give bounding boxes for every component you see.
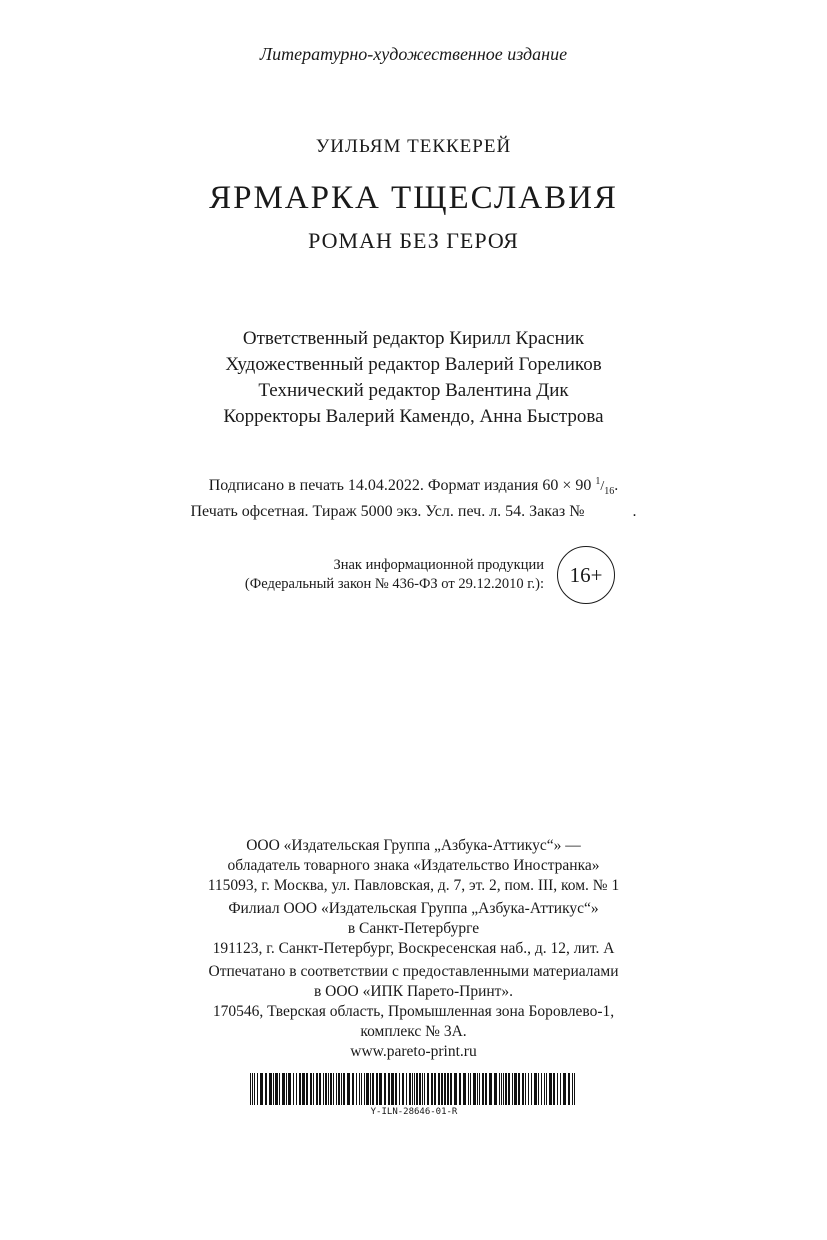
barcode-bar bbox=[522, 1073, 524, 1105]
print-circulation-text: Печать офсетная. Тираж 5000 экз. Усл. печ. л. 54. Заказ № bbox=[190, 503, 585, 520]
age-rating-label bbox=[214, 556, 544, 594]
barcode-bar bbox=[422, 1073, 423, 1105]
printer-website: www.pareto-print.ru bbox=[350, 1043, 477, 1060]
print-format-text: Подписано в печать 14.04.2022. Формат издания 60 × 90 bbox=[208, 477, 592, 494]
barcode-bar bbox=[563, 1073, 566, 1105]
credit-line-proofreaders: Корректоры Валерий Камендо, Анна Быстрова bbox=[223, 406, 604, 427]
barcode-bar bbox=[485, 1073, 487, 1105]
barcode-bar bbox=[296, 1073, 297, 1105]
barcode-bar bbox=[512, 1073, 513, 1105]
barcode-bar bbox=[572, 1073, 573, 1105]
print-line1-end: . bbox=[614, 477, 619, 494]
barcode-bar bbox=[302, 1073, 305, 1105]
barcode-bar bbox=[364, 1073, 365, 1105]
publisher-info bbox=[0, 836, 827, 896]
credit-line-technical-editor: Технический редактор Валентина Дик bbox=[258, 380, 569, 401]
barcode-bar bbox=[269, 1073, 272, 1105]
barcode-bar bbox=[447, 1073, 449, 1105]
barcode-bar bbox=[310, 1073, 312, 1105]
barcode-bar bbox=[468, 1073, 469, 1105]
barcode-bar bbox=[499, 1073, 500, 1105]
barcode-bar bbox=[319, 1073, 321, 1105]
barcode-bar bbox=[441, 1073, 443, 1105]
barcode-bar bbox=[534, 1073, 537, 1105]
barcode-bar bbox=[501, 1073, 502, 1105]
barcode-bar bbox=[508, 1073, 510, 1105]
barcode-bar bbox=[328, 1073, 329, 1105]
imprint-line: комплекс № 3А. bbox=[360, 1023, 467, 1040]
barcode bbox=[250, 1073, 578, 1105]
barcode-bar bbox=[546, 1073, 547, 1105]
barcode-bar bbox=[356, 1073, 357, 1105]
imprint-line: 115093, г. Москва, ул. Павловская, д. 7, эт. 2, пом. III, ком. № 1 bbox=[207, 877, 620, 894]
barcode-bar bbox=[482, 1073, 484, 1105]
barcode-bar bbox=[379, 1073, 382, 1105]
barcode-bar bbox=[347, 1073, 350, 1105]
barcode-bar bbox=[538, 1073, 539, 1105]
barcode-bar bbox=[333, 1073, 334, 1105]
barcode-bar bbox=[568, 1073, 570, 1105]
imprint-line: Отпечатано в соответствии с предоставленными материалами bbox=[208, 963, 619, 980]
barcode-bar bbox=[459, 1073, 461, 1105]
credit-line-art-editor: Художественный редактор Валерий Гореликов bbox=[225, 354, 602, 375]
barcode-bar bbox=[424, 1073, 425, 1105]
editorial-credits bbox=[0, 326, 827, 430]
printer-info bbox=[0, 962, 827, 1062]
barcode-bar bbox=[313, 1073, 314, 1105]
barcode-bar bbox=[399, 1073, 400, 1105]
barcode-bar bbox=[438, 1073, 440, 1105]
barcode-bar bbox=[250, 1073, 251, 1105]
imprint-line: 191123, г. Санкт-Петербург, Воскресенская наб., д. 12, лит. А bbox=[212, 940, 615, 957]
barcode-bar bbox=[444, 1073, 446, 1105]
barcode-bar bbox=[557, 1073, 558, 1105]
barcode-bar bbox=[265, 1073, 267, 1105]
barcode-bar bbox=[325, 1073, 327, 1105]
barcode-bar bbox=[427, 1073, 429, 1105]
barcode-bar bbox=[306, 1073, 308, 1105]
barcode-bar bbox=[366, 1073, 369, 1105]
barcode-bar bbox=[454, 1073, 457, 1105]
book-title: ЯРМАРКА ТЩЕСЛАВИЯ bbox=[209, 180, 618, 216]
barcode-bar bbox=[338, 1073, 340, 1105]
barcode-bar bbox=[406, 1073, 407, 1105]
barcode-bar bbox=[419, 1073, 421, 1105]
print-line2-end: . bbox=[632, 503, 637, 520]
barcode-bar bbox=[531, 1073, 532, 1105]
barcode-bar bbox=[341, 1073, 342, 1105]
imprint bbox=[0, 836, 827, 1065]
barcode-bar bbox=[414, 1073, 415, 1105]
imprint-line: Филиал ООО «Издательская Группа „Азбука-Аттикус“» bbox=[228, 900, 599, 917]
print-line-format bbox=[0, 472, 827, 502]
barcode-bar bbox=[352, 1073, 354, 1105]
format-fraction-slash: / bbox=[600, 479, 605, 494]
barcode-bar bbox=[560, 1073, 561, 1105]
barcode-bar bbox=[544, 1073, 545, 1105]
barcode-bar bbox=[370, 1073, 371, 1105]
barcode-bar bbox=[359, 1073, 360, 1105]
barcode-bar bbox=[402, 1073, 404, 1105]
imprint-line: в Санкт-Петербурге bbox=[347, 920, 480, 937]
barcode-bar bbox=[279, 1073, 280, 1105]
barcode-bar bbox=[388, 1073, 390, 1105]
barcode-bar bbox=[409, 1073, 411, 1105]
format-fraction-numerator: 1 bbox=[595, 476, 601, 487]
barcode-bar bbox=[336, 1073, 337, 1105]
barcode-bar bbox=[257, 1073, 258, 1105]
barcode-bar bbox=[470, 1073, 471, 1105]
barcode-bar bbox=[505, 1073, 507, 1105]
barcode-bar bbox=[282, 1073, 285, 1105]
barcode-bar bbox=[343, 1073, 345, 1105]
barcode-bar bbox=[299, 1073, 301, 1105]
barcode-bar bbox=[275, 1073, 278, 1105]
barcode-bar bbox=[489, 1073, 492, 1105]
age-label-line2: (Федеральный закон № 436-ФЗ от 29.12.2010 г.): bbox=[244, 576, 544, 592]
barcode-bar bbox=[252, 1073, 253, 1105]
print-line-circulation bbox=[0, 502, 827, 522]
barcode-bar bbox=[286, 1073, 287, 1105]
barcode-bar bbox=[260, 1073, 263, 1105]
barcode-caption: Y-ILN-28646-01-R bbox=[370, 1107, 458, 1117]
barcode-bar bbox=[254, 1073, 255, 1105]
barcode-bar bbox=[391, 1073, 394, 1105]
barcode-bar bbox=[376, 1073, 378, 1105]
barcode-bar bbox=[477, 1073, 478, 1105]
barcode-bar bbox=[416, 1073, 418, 1105]
barcode-bar bbox=[288, 1073, 291, 1105]
barcode-bar bbox=[494, 1073, 497, 1105]
barcode-bar bbox=[372, 1073, 374, 1105]
branch-info bbox=[0, 899, 827, 959]
print-details bbox=[0, 472, 827, 522]
barcode-bar bbox=[330, 1073, 332, 1105]
barcode-bar bbox=[574, 1073, 575, 1105]
barcode-bar bbox=[323, 1073, 324, 1105]
age-label-line1: Знак информационной продукции bbox=[333, 557, 544, 573]
barcode-bar bbox=[434, 1073, 436, 1105]
barcode-bar bbox=[273, 1073, 274, 1105]
barcode-bar bbox=[553, 1073, 555, 1105]
barcode-bar bbox=[514, 1073, 517, 1105]
barcode-bar bbox=[525, 1073, 526, 1105]
barcode-bar bbox=[293, 1073, 294, 1105]
barcode-bar bbox=[361, 1073, 362, 1105]
barcode-bar bbox=[479, 1073, 480, 1105]
imprint-line: 170546, Тверская область, Промышленная зона Боровлево-1, bbox=[212, 1003, 615, 1020]
barcode-bar bbox=[463, 1073, 466, 1105]
credit-line-managing-editor: Ответственный редактор Кирилл Красник bbox=[242, 328, 585, 349]
age-rating-badge: 16+ bbox=[557, 546, 615, 604]
format-fraction-denominator: 16 bbox=[604, 486, 615, 497]
barcode-bar bbox=[450, 1073, 452, 1105]
barcode-bar bbox=[395, 1073, 397, 1105]
edition-type: Литературно-художественное издание bbox=[259, 44, 568, 64]
barcode-bar bbox=[541, 1073, 542, 1105]
barcode-bar bbox=[549, 1073, 552, 1105]
imprint-line: в ООО «ИПК Парето-Принт». bbox=[313, 983, 514, 1000]
barcode-bar bbox=[384, 1073, 386, 1105]
barcode-bar bbox=[528, 1073, 529, 1105]
barcode-bar bbox=[518, 1073, 520, 1105]
barcode-bar bbox=[316, 1073, 318, 1105]
imprint-line: ООО «Издательская Группа „Азбука-Аттикус“» — bbox=[246, 837, 581, 854]
barcode-bar bbox=[503, 1073, 504, 1105]
imprint-line: обладатель товарного знака «Издательство Иностранка» bbox=[227, 857, 600, 874]
book-subtitle: РОМАН БЕЗ ГЕРОЯ bbox=[308, 228, 519, 253]
author-name: УИЛЬЯМ ТЕККЕРЕЙ bbox=[315, 136, 512, 157]
barcode-bar bbox=[412, 1073, 413, 1105]
barcode-bar bbox=[431, 1073, 433, 1105]
barcode-bar bbox=[473, 1073, 476, 1105]
